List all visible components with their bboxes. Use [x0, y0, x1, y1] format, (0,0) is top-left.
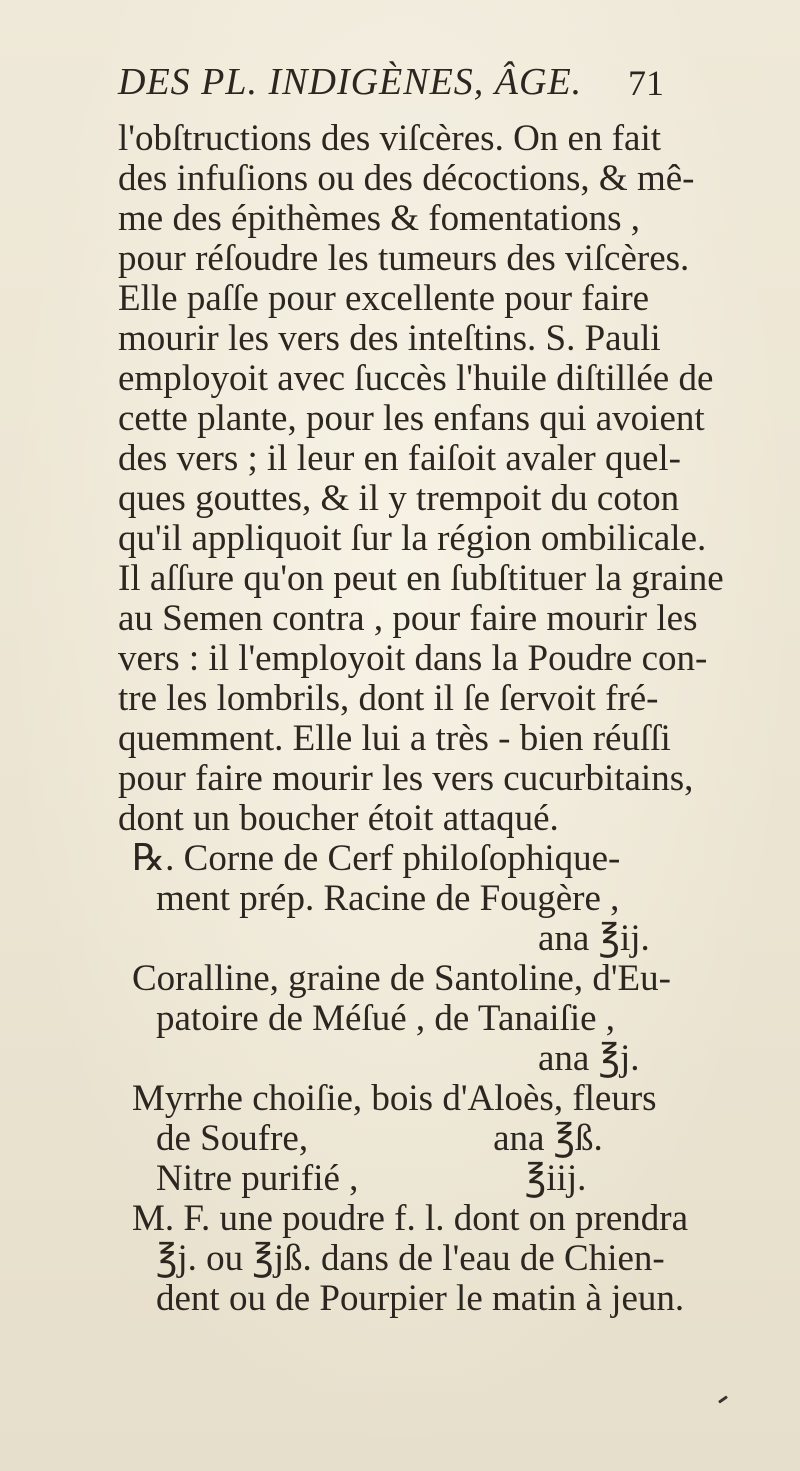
text-line: qu'il appliquoit ſur la région ombilicale.: [118, 518, 707, 559]
text-line: des infuſions ou des décoctions, & mê-: [118, 158, 695, 199]
text-line: cette plante, pour les enfans qui avoient: [118, 398, 705, 439]
recipe-line: Myrrhe choiſie, bois d'Aloès, fleurs: [132, 1078, 657, 1119]
text-line: dont un boucher étoit attaqué.: [118, 798, 559, 839]
page-header: [0, 60, 800, 120]
recipe-line: ℥j. ou ℥jß. dans de l'eau de Chien-: [156, 1238, 665, 1279]
recipe-quantity: ana ℥j.: [538, 1038, 640, 1079]
text-line: mourir les vers des inteſtins. S. Pauli: [118, 318, 661, 359]
recipe-line: ℞. Corne de Cerf philoſophique-: [132, 838, 621, 879]
text-line: me des épithèmes & fomentations ,: [118, 198, 640, 239]
recipe-line: ment prép. Racine de Fougère ,: [156, 878, 620, 919]
recipe-line: M. F. une poudre f. l. dont on prendra: [132, 1198, 689, 1239]
recipe-line: de Soufre, ana ℥ß.: [156, 1118, 603, 1159]
text-line: pour réſoudre les tumeurs des viſcères.: [118, 238, 690, 279]
text-line: tre les lombrils, dont il ſe ſervoit fré-: [118, 678, 659, 719]
text-line: pour faire mourir les vers cucurbitains,: [118, 758, 694, 799]
page-number: 71: [628, 63, 664, 103]
recipe-line: dent ou de Pourpier le matin à jeun.: [156, 1278, 685, 1319]
text-line: des vers ; il leur en faiſoit avaler quel-: [118, 438, 682, 479]
text-line: au Semen contra , pour faire mourir les: [118, 598, 698, 639]
recipe-quantity: ana ℥ij.: [538, 918, 650, 959]
recipe-line: patoire de Méſué , de Tanaiſie ,: [156, 998, 616, 1039]
running-title: DES PL. INDIGÈNES, ÂGE.: [118, 61, 583, 103]
recipe-line: Coralline, graine de Santoline, d'Eu-: [132, 958, 671, 999]
text-line: ques gouttes, & il y trempoit du coton: [118, 478, 680, 519]
text-line: Elle paſſe pour excellente pour faire: [118, 278, 650, 319]
text-line: Il aſſure qu'on peut en ſubſtituer la graine: [118, 558, 724, 599]
text-line: employoit avec ſuccès l'huile diſtillée de: [118, 358, 714, 399]
recipe-line: Nitre purifié , ℥iij.: [156, 1158, 587, 1199]
text-line: quemment. Elle lui a très - bien réuſſi: [118, 718, 671, 759]
text-line: vers : il l'employoit dans la Poudre con-: [118, 638, 708, 679]
text-line: l'obſtructions des viſcères. On en fait: [118, 118, 662, 159]
stray-ink-mark: [718, 1395, 728, 1403]
